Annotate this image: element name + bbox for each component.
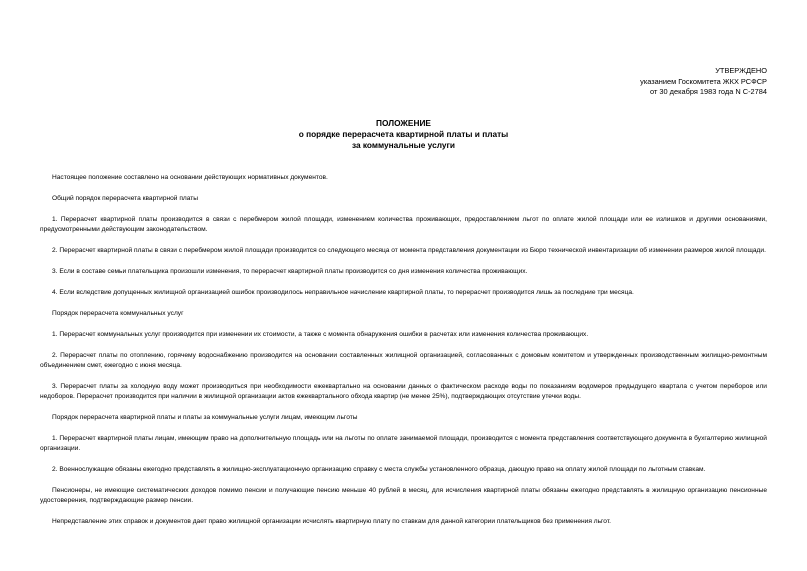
paragraph: 2. Военнослужащие обязаны ежегодно представлять в жилищно-эксплуатационную организацию справку с места службы установленного образца, дающую право на оплату жилой площади по льготным ставкам.: [52, 466, 706, 473]
section-heading-utilities: Порядок перерасчета коммунальных услуг: [52, 310, 184, 317]
title-line-3: за коммунальные услуги: [351, 140, 456, 150]
paragraph: 3. Если в составе семьи плательщика произошли изменения, то перерасчет квартирной платы производится со дня изменения количества проживающих.: [52, 268, 528, 275]
document-body: [40, 173, 767, 527]
paragraph: 2. Перерасчет платы по отоплению, горячему водоснабжению производится на основании составленных жилищной организацией, согласованных с домовым комитетом и утвержденных производственным жилищно-ремонтным объединением смет, ежегодно с июня месяца.: [40, 352, 767, 369]
paragraph: 1. Перерасчет квартирной платы производится в связи с перебмером жилой площади, изменением количества проживающих, предоставлением льгот по оплате жилой площади или ее излишков и другими основаниями, предусмотренными действующим законодательством.: [40, 216, 767, 233]
title-line-1: ПОЛОЖЕНИЕ: [376, 118, 431, 128]
approval-date: от 30 декабря 1983 года N С-2784: [650, 87, 767, 96]
paragraph: 4. Если вследствие допущенных жилищной организацией ошибок производилось неправильное начисление квартирной платы, то перерасчет производится лишь за последние три месяца.: [52, 289, 634, 296]
title-line-2: о порядке перерасчета квартирной платы и платы: [298, 129, 509, 139]
paragraph: 2. Перерасчет квартирной платы в связи с перебмером жилой площади производится со следующего месяца от момента представления документации из Бюро технической инвентаризации об изменении размеров жилой площади.: [52, 247, 766, 254]
section-heading-general: Общий порядок перерасчета квартирной платы: [52, 195, 199, 202]
intro-paragraph: Настоящее положение составлено на основании действующих нормативных документов.: [52, 174, 328, 181]
paragraph: 1. Перерасчет квартирной платы лицам, имеющим право на дополнительную площадь или на льготы по оплате занимаемой площади, производится с момента представления соответствующего документа в бухгалтерию жилищной организации.: [40, 435, 767, 452]
approval-stamp: [640, 66, 767, 98]
section-heading-benefits: Порядок перерасчета квартирной платы и платы за коммунальные услуги лицам, имеющим льготы: [52, 414, 358, 421]
paragraph: Пенсионеры, не имеющие систематических доходов помимо пенсии и получающие пенсию меньше 40 рублей в месяц, для исчисления квартирной платы обязаны ежегодно представлять в жилищную организацию пенсионные удостоверения, подтверждающие размер пенсии.: [40, 487, 767, 504]
document-title: [0, 118, 807, 151]
approval-heading: УТВЕРЖДЕНО: [715, 66, 767, 75]
paragraph: 3. Перерасчет платы за холодную воду может производиться при необходимости ежеквартально на основании данных о фактическом расходе воды по показаниям водомеров предыдущего квартала с учетом переборов или недоборов. Перерасчет производится при наличии в жилищной организации актов ежеквартального обхода квартир (не менее 25%), подтверждающих отсутствие утечки воды.: [40, 383, 767, 400]
paragraph: Непредставление этих справок и документов дает право жилищной организации исчислять квартирную плату по ставкам для данной категории плательщиков без применения льгот.: [52, 518, 611, 525]
approval-authority: указанием Госкомитета ЖКХ РСФСР: [640, 76, 767, 86]
paragraph: 1. Перерасчет коммунальных услуг производится при изменении их стоимости, а также с момента обнаружения ошибки в расчетах или изменения количества проживающих.: [52, 331, 589, 338]
